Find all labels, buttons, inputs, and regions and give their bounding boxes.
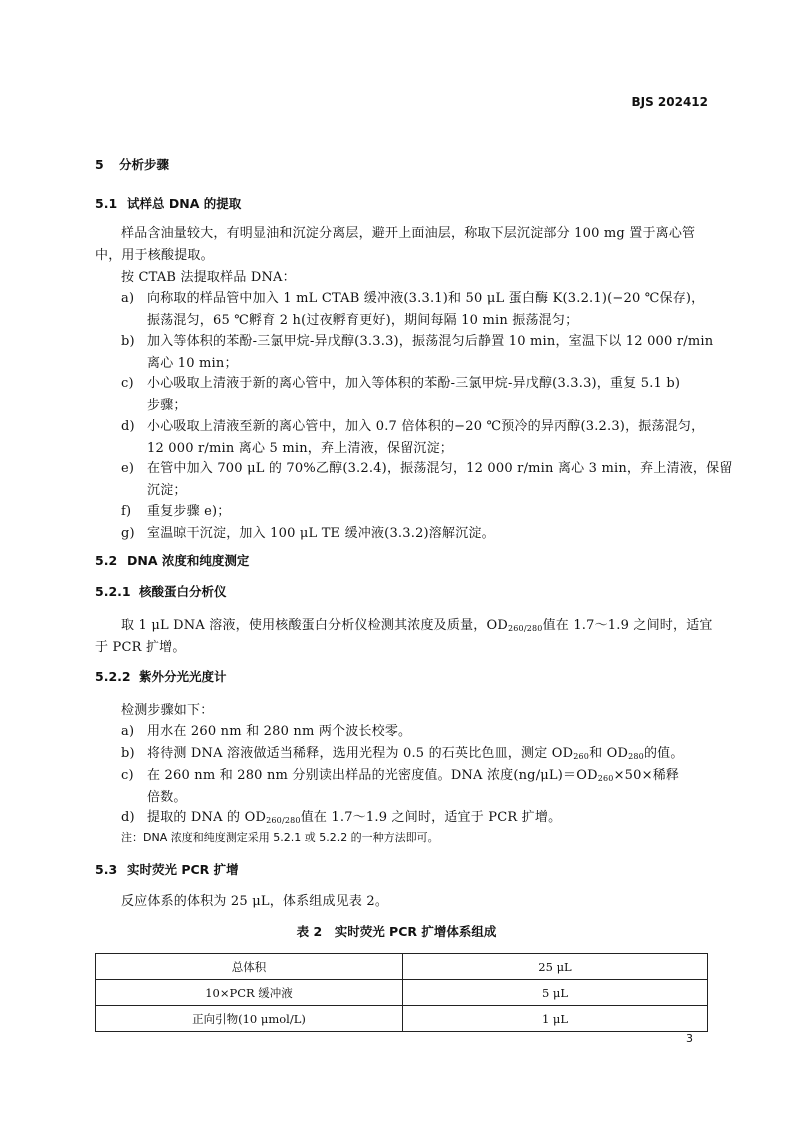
table-cell: 25 μL: [403, 954, 708, 980]
list-item: [121, 457, 733, 476]
section-title: 分析步骤: [119, 157, 170, 172]
list-item: [121, 806, 561, 825]
table-cell: 总体积: [96, 954, 403, 980]
paragraph-line: 反应体系的体积为 25 μL，体系组成见表 2。: [121, 894, 389, 909]
section-number: 5.3: [95, 862, 118, 877]
list-text: 加入等体积的苯酚-三氯甲烷-异戊醇(3.3.3)，振荡混匀后静置 10 min，室温下以 12 000 r/min: [147, 334, 714, 349]
section-title: 实时荧光 PCR 扩增: [127, 862, 239, 877]
note: 注：DNA 浓度和纯度测定采用 5.2.1 或 5.2.2 的一种方法即可。: [121, 831, 439, 844]
list-text: 在管中加入 700 μL 的 70%乙醇(3.2.4)，振荡混匀，12 000 r/min 离心 3 min，弃上清液，保留: [147, 461, 733, 476]
section-title: 核酸蛋白分析仪: [139, 584, 227, 599]
section-5-2-heading: [95, 551, 249, 569]
list-item-continuation: 沉淀；: [147, 483, 187, 498]
list-item: [121, 764, 679, 783]
list-marker: b): [121, 334, 135, 349]
list-marker: a): [121, 291, 135, 306]
page-number: 3: [686, 1032, 693, 1045]
text: 取 1 μL DNA 溶液，使用核酸蛋白分析仪检测其浓度及质量，OD: [121, 618, 508, 633]
text: 值在 1.7～1.9 之间时，适宜: [542, 618, 713, 633]
section-5-2-1-heading: [95, 582, 227, 600]
paragraph-line: 于 PCR 扩增。: [95, 640, 186, 655]
list-marker: d): [121, 419, 135, 434]
section-5-2-2-heading: [95, 667, 227, 685]
subscript: 260: [573, 752, 590, 761]
table-cell: 10×PCR 缓冲液: [96, 980, 403, 1006]
list-item-continuation: 倍数。: [147, 790, 187, 805]
section-title: DNA 浓度和纯度测定: [127, 553, 250, 568]
section-number: 5.2: [95, 553, 118, 568]
list-text: 小心吸取上清液于新的离心管中，加入等体积的苯酚-三氯甲烷-异戊醇(3.3.3)，重复 5.1 b): [147, 376, 681, 391]
text: 和 OD: [589, 746, 629, 761]
paragraph-line: 样品含油量较大，有明显油和沉淀分离层，避开上面油层，称取下层沉淀部分 100 mg 置于离心管: [121, 226, 696, 241]
subscript: 280: [628, 752, 644, 761]
section-5-3-heading: [95, 860, 239, 878]
list-text: 用水在 260 nm 和 280 nm 两个波长校零。: [147, 724, 412, 739]
table-caption: 表 2 实时荧光 PCR 扩增体系组成: [296, 924, 497, 939]
list-marker: g): [121, 526, 135, 541]
paragraph-line: [121, 614, 713, 633]
section-title: 试样总 DNA 的提取: [127, 196, 242, 211]
text: 提取的 DNA 的 OD: [147, 810, 267, 825]
list-item-continuation: 12 000 r/min 离心 5 min，弃上清液，保留沉淀；: [147, 441, 453, 456]
table-cell: 5 μL: [403, 980, 708, 1006]
section-number: 5: [95, 157, 104, 172]
pcr-system-table: [95, 953, 708, 1032]
subscript: 260/280: [266, 816, 301, 825]
table-cell: 正向引物(10 μmol/L): [96, 1006, 403, 1032]
document-code: BJS 202412: [631, 95, 708, 109]
text: ×50×稀释: [613, 768, 680, 783]
list-marker: c): [121, 768, 134, 783]
text: 将待测 DNA 溶液做适当稀释，选用光程为 0.5 的石英比色皿，测定 OD: [147, 746, 574, 761]
list-marker: b): [121, 746, 135, 761]
paragraph-line: 中，用于核酸提取。: [95, 248, 214, 263]
list-text: 重复步骤 e)；: [147, 504, 231, 519]
text: 的值。: [643, 746, 684, 761]
list-text: 室温晾干沉淀，加入 100 μL TE 缓冲液(3.3.2)溶解沉淀。: [147, 526, 495, 541]
section-number: 5.2.2: [95, 669, 131, 684]
list-text: 向称取的样品管中加入 1 mL CTAB 缓冲液(3.3.1)和 50 μL 蛋白酶 K(3.2.1)(−20 ℃保存)，: [147, 291, 705, 306]
list-marker: a): [121, 724, 135, 739]
section-5-heading: [95, 155, 169, 173]
section-number: 5.2.1: [95, 584, 131, 599]
list-item-continuation: 步骤；: [147, 398, 187, 413]
table-row: [96, 980, 708, 1006]
list-item: [121, 522, 495, 541]
table-row: [96, 954, 708, 980]
text: 值在 1.7～1.9 之间时，适宜于 PCR 扩增。: [300, 810, 562, 825]
list-item: [121, 330, 713, 349]
list-marker: c): [121, 376, 134, 391]
section-number: 5.1: [95, 196, 118, 211]
list-item: [121, 415, 704, 434]
list-item: [121, 742, 684, 761]
section-title: 紫外分光光度计: [139, 669, 227, 684]
subscript: 260: [597, 774, 614, 783]
list-text: 小心吸取上清液至新的离心管中，加入 0.7 倍体积的−20 ℃预冷的异丙醇(3.2.3)，振荡混匀，: [147, 419, 705, 434]
text: 在 260 nm 和 280 nm 分别读出样品的光密度值。DNA 浓度(ng/μL)＝OD: [147, 768, 598, 783]
list-marker: e): [121, 461, 135, 476]
subscript: 260/280: [507, 624, 543, 633]
list-item: [121, 720, 411, 739]
list-item-continuation: 振荡混匀，65 ℃孵育 2 h(过夜孵育更好)，期间每隔 10 min 振荡混匀；: [147, 313, 579, 328]
list-marker: d): [121, 810, 135, 825]
section-5-1-heading: [95, 194, 241, 212]
table-row: [96, 1006, 708, 1032]
list-item: [121, 372, 680, 391]
paragraph-line: 按 CTAB 法提取样品 DNA：: [121, 270, 296, 285]
list-marker: f): [121, 504, 132, 519]
list-item: [121, 287, 704, 306]
paragraph-line: 检测步骤如下：: [121, 703, 214, 718]
list-item: [121, 500, 231, 519]
table-cell: 1 μL: [403, 1006, 708, 1032]
list-item-continuation: 离心 10 min；: [147, 356, 238, 371]
